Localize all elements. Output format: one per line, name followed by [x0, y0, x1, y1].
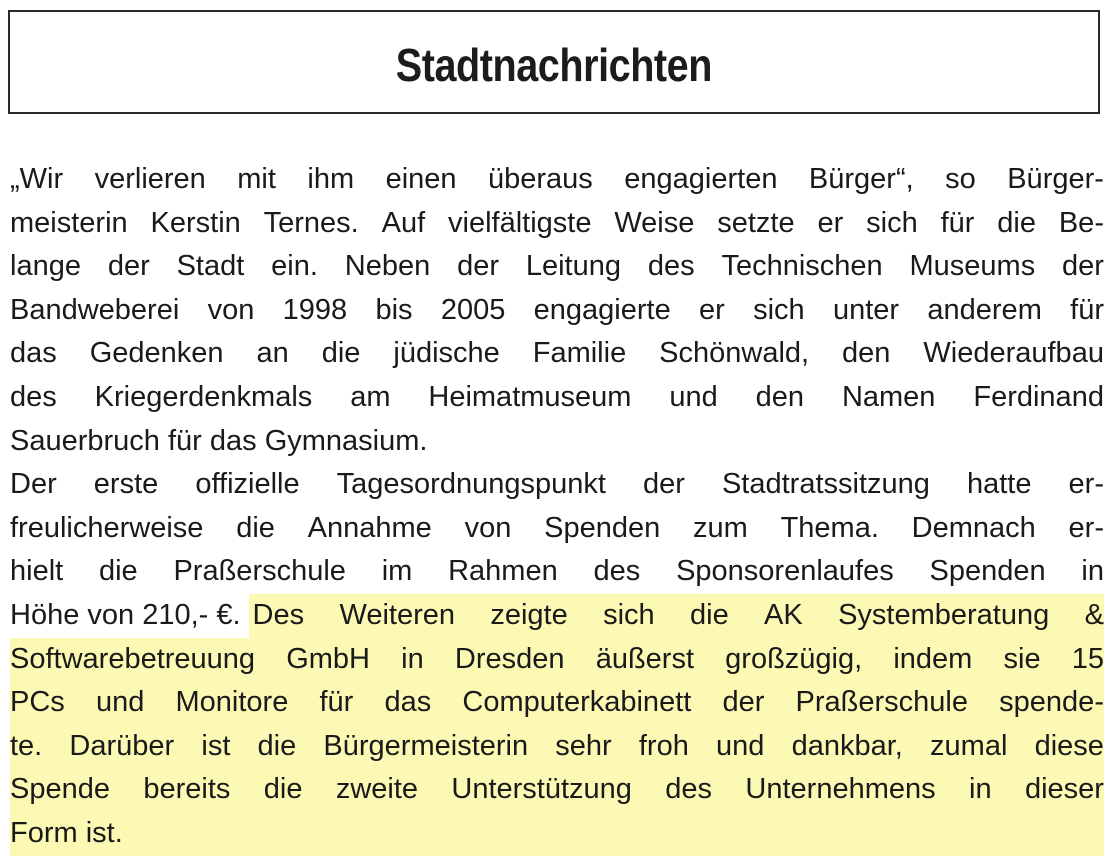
- highlighted-text-line: te. Darüber ist die Bürgermeisterin sehr froh und dankbar, zumal diese: [10, 725, 1104, 769]
- mixed-text-line: [10, 594, 1104, 638]
- page-title: Stadtnachrichten: [395, 39, 713, 91]
- text-line: Sauerbruch für das Gymnasium.: [10, 424, 428, 457]
- highlighted-text-line: Spende bereits die zweite Unterstützung des Unternehmens in dieser: [10, 768, 1104, 812]
- text-line: Der erste offizielle Tagesordnungspunkt der Stadtratssitzung hatte er-: [10, 468, 1104, 501]
- highlighted-text-line: Form ist.: [10, 812, 1104, 856]
- highlighted-text-segment: Des Weiteren zeigte sich die AK Systemberatung &: [249, 594, 1104, 638]
- article-body: [10, 158, 1104, 856]
- text-line: hielt die Praßerschule im Rahmen des Sponsorenlaufes Spenden in: [10, 555, 1104, 588]
- text-line: freulicherweise die Annahme von Spenden zum Thema. Demnach er-: [10, 511, 1104, 544]
- text-line: Bandweberei von 1998 bis 2005 engagierte er sich unter anderem für: [10, 293, 1104, 326]
- text-line: „Wir verlieren mit ihm einen überaus engagierten Bürger“, so Bürger-: [10, 163, 1104, 195]
- text-line: das Gedenken an die jüdische Familie Schönwald, den Wiederaufbau: [10, 337, 1104, 370]
- header-box: [8, 10, 1100, 114]
- text-line: meisterin Kerstin Ternes. Auf vielfältigste Weise setzte er sich für die Be-: [10, 206, 1104, 239]
- text-line: des Kriegerdenkmals am Heimatmuseum und den Namen Ferdinand: [10, 380, 1104, 413]
- highlighted-text-line: Softwarebetreuung GmbH in Dresden äußerst großzügig, indem sie 15: [10, 638, 1104, 682]
- text-line: lange der Stadt ein. Neben der Leitung des Technischen Museums der: [10, 250, 1104, 283]
- highlighted-text-line: PCs und Monitore für das Computerkabinett der Praßerschule spende-: [10, 681, 1104, 725]
- plain-text-segment: Höhe von 210,- €.: [10, 598, 241, 631]
